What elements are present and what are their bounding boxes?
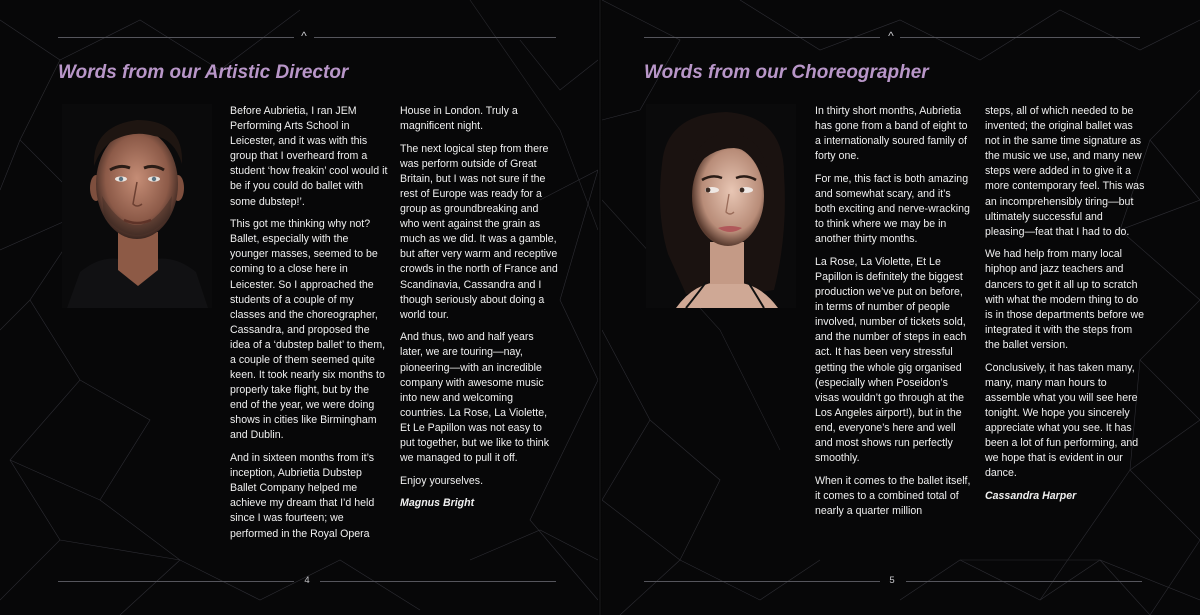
- choreographer-portrait: [646, 104, 796, 308]
- artistic-director-portrait: [62, 104, 212, 308]
- director-paragraph: This got me thinking why not? Ballet, especially with the younger masses, seemed to be coming to a close here in Leicester. So I approached the students of a couple of my classes and the choreographer, Cassandra, and proposed the idea of a ‘dubstep ballet’ to them, a couple of them seemed quite keen. It took nearly six months to properly take flight, but by the end of the year, we were doing shows in cities like Birmingham and Dublin.: [230, 218, 386, 442]
- choreographer-paragraph: We had help from many local hiphop and jazz teachers and dancers to get it all up to scratch with what the modern thing to do is in those departments before we integrated it with the steps from the ballet version.: [985, 248, 1144, 351]
- director-paragraph: The next logical step from there was perform outside of Great Britain, but I was not sure if the rest of Europe was ready for a group as groundbreaking and who went against the grain as much as we did. It was a gamble, but after very warm and receptive crowds in the north of France and Scandinavia, Cassandra and I though seriously about doing a world tour.: [400, 142, 558, 321]
- choreographer-text-column-1: [815, 104, 973, 526]
- director-signature: Magnus Bright: [400, 497, 475, 510]
- top-rule-right: [314, 37, 556, 38]
- bottom-rule-right: [906, 581, 1142, 582]
- choreographer-paragraph: Conclusively, it has taken many, many, many man hours to assemble what you will see here tonight. We hope you sincerely appreciate what you see. It has been a lot of fun performing, and we hope that is evident in our dance.: [985, 361, 1139, 480]
- director-paragraph: Before Aubrietia, I ran JEM Performing Arts School in Leicester, and it was with this group that I overheard from a student ‘how freakin’ cool would it be if you could do ballet with some dubstep!’.: [230, 105, 388, 208]
- bottom-rule-left: [644, 581, 880, 582]
- page-number: 4: [304, 575, 310, 586]
- top-rule-right: [900, 37, 1140, 38]
- director-paragraph: House in London. Truly a magnificent night.: [400, 105, 518, 133]
- top-caret-icon: ^: [301, 29, 307, 43]
- choreographer-paragraph: La Rose, La Violette, Et Le Papillon is definitely the biggest production we’ve put on before, in terms of number of people involved, number of tickets sold, and the number of steps in each act. It has been very stressful getting the whole gig organised (especially when Poseidon’s visas wouldn’t go through at the Los Angeles airport!), but in the end, everyone’s here and well and most shows run perfectly smoothly.: [815, 255, 967, 465]
- page-number: 5: [889, 575, 895, 586]
- choreographer-paragraph: In thirty short months, Aubrietia has gone from a band of eight to a internationally soured family of forty one.: [815, 105, 968, 163]
- director-text-column-2: [400, 104, 558, 519]
- choreographer-text-column-2: [985, 104, 1145, 511]
- director-paragraph: And thus, two and half years later, we are touring—nay, pioneering—with an incredible company with awesome music into new and welcoming countries. La Rose, La Violette, Et Le Papillon was not easy to put together, but we like to think we managed to pull it off.: [400, 331, 549, 465]
- choreographer-signature: Cassandra Harper: [985, 489, 1077, 502]
- page-heading: Words from our Choreographer: [644, 62, 929, 83]
- right-page: [602, 0, 1200, 615]
- director-text-column-1: [230, 104, 388, 549]
- page-heading: Words from our Artistic Director: [58, 62, 349, 83]
- top-rule-left: [58, 37, 294, 38]
- top-rule-left: [644, 37, 880, 38]
- choreographer-paragraph: For me, this fact is both amazing and somewhat scary, and it’s both exciting and nerve-wracking to think where we may be in another thirty months.: [815, 172, 970, 246]
- left-page: [0, 0, 598, 615]
- bottom-rule-right: [320, 581, 556, 582]
- choreographer-paragraph: steps, all of which needed to be invented; the original ballet was not in the same time signature as the music we use, and many new steps were added in to give it a more contemporary feel. This was an incomprehensibly tiring—but ultimately successful and pleasing—feat that I had to do.: [985, 105, 1145, 238]
- top-caret-icon: ^: [888, 29, 894, 43]
- bottom-rule-left: [58, 581, 294, 582]
- choreographer-paragraph: When it comes to the ballet itself, it comes to a combined total of nearly a quarter million: [815, 474, 971, 517]
- director-paragraph: Enjoy yourselves.: [400, 474, 484, 487]
- director-paragraph: And in sixteen months from it’s inception, Aubrietia Dubstep Ballet Company helped me achieve my dream that I’d held since I was fourteen; we performed in the Royal Opera: [230, 452, 375, 540]
